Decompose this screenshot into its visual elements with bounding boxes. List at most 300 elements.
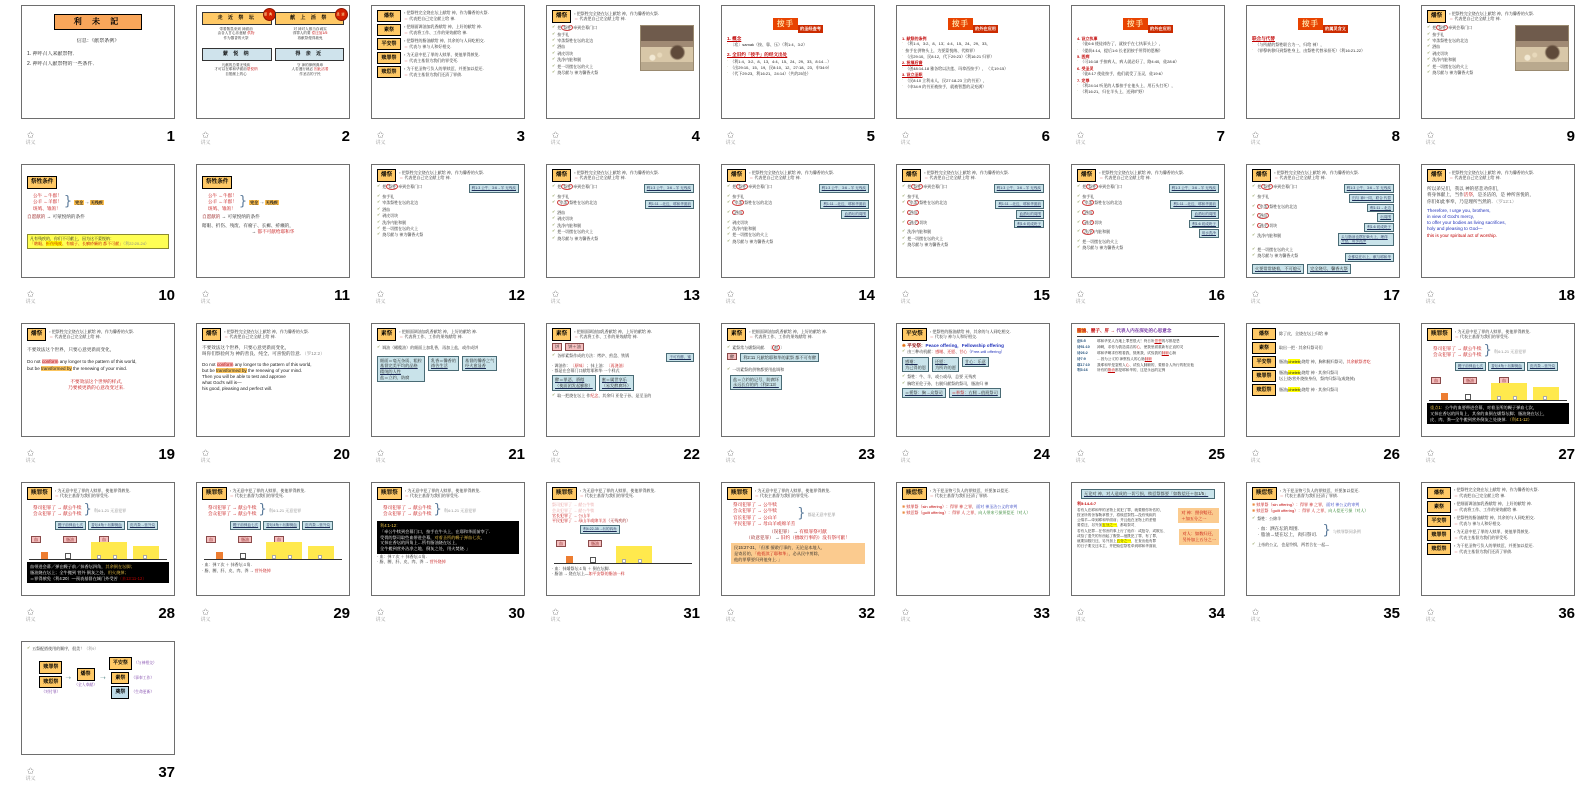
bullet-icon: ✔	[552, 193, 556, 198]
speech-bubble: 脂油	[63, 536, 77, 543]
slide-thumbnail[interactable]	[700, 0, 875, 159]
slide-text-line: 5. 医病	[1077, 53, 1090, 59]
speech-bubble: 脂油	[1463, 377, 1477, 384]
slide-thumbnail[interactable]	[1225, 0, 1400, 159]
footer-logo-icon: ✩ 讲义	[375, 289, 386, 305]
slide-text-line: · 调油作：〔原味〕；抹上油：〔再浇油〕	[552, 362, 627, 368]
slide-thumbnail[interactable]	[1400, 477, 1575, 636]
offering-row	[377, 10, 519, 22]
callout-box	[740, 353, 819, 363]
offering-label: 燔祭	[202, 328, 221, 341]
slide-thumbnail[interactable]	[1225, 159, 1400, 318]
bullet-item: ✔ 祭牲：公绵羊	[1252, 516, 1282, 522]
slide-canvas	[196, 5, 350, 119]
slide-text-line: in view of God's mercy,	[1427, 214, 1474, 220]
bullet-icon: ✔	[1252, 253, 1256, 258]
slide-thumbnail[interactable]	[0, 636, 175, 795]
bullet-icon: ✔	[902, 184, 906, 189]
slide-thumbnail[interactable]	[175, 318, 350, 477]
orange-note-box	[1179, 529, 1219, 544]
brace-glyph: }	[238, 194, 248, 210]
row-group	[552, 25, 694, 76]
bullet-item: ✔ 烧尽献与 神为馨香火祭	[552, 70, 599, 75]
slide-thumbnail[interactable]	[875, 318, 1050, 477]
bullet-icon: ✔	[377, 219, 381, 224]
bullet-item: · （徒8:17 使徒按手，他们就受了圣灵，徒19:6）	[1077, 71, 1165, 77]
offering-label: 赎罪祭	[377, 52, 401, 64]
slide-number: 14	[858, 287, 875, 304]
bullet-icon: ✔	[1427, 57, 1431, 62]
offering-definition: ▪ 把祭牲完全烧在坛上献给 神，作为馨香的火祭． ＝ 代表把自己完全献上给 神．	[1449, 11, 1537, 22]
bullet-item: ✔ 烧尽献与 神为馨香火祭	[727, 238, 774, 244]
bullet-list	[902, 66, 1044, 71]
bullet-icon: ✔	[902, 210, 906, 214]
row-group	[202, 48, 344, 61]
altar-block	[308, 546, 334, 559]
slide-text-line: ＋加五分之一	[1181, 515, 1207, 521]
slide-canvas	[21, 482, 175, 596]
offering-label: 赎愆祭	[1427, 543, 1451, 555]
bullet-item: ✔ 调油（橄榄油）的细面上加乳香，再加上盐，或作成饼	[377, 345, 479, 351]
slide-canvas	[371, 164, 525, 278]
slide-text-line: 作为馨香的火祭	[223, 36, 249, 41]
bullet-icon: ·	[902, 77, 904, 82]
bullet-icon: ✔	[902, 374, 906, 379]
slide-number: 31	[683, 605, 700, 622]
slide-thumbnail[interactable]	[525, 477, 700, 636]
offering-row	[377, 24, 519, 36]
bullet-list	[727, 184, 869, 244]
slide-text-line: ❋ 赎罪祭（sin offering）：得罪 神 之罪，面对 神圣洁公义的审判	[902, 504, 1018, 510]
slide-text-line: 叫你们察验何为 神的善良、纯全、可喜悦的旨意．（罗12:2）	[202, 351, 325, 357]
slide-text-line: 无论对 神、对人造成的一切亏损，赎愆祭都要「如数偿还＋加1/5」	[1084, 491, 1209, 496]
slide-canvas	[1246, 5, 1400, 119]
slide-thumbnail[interactable]	[1400, 159, 1575, 318]
slide-thumbnail[interactable]	[350, 477, 525, 636]
slide-canvas	[1246, 323, 1400, 437]
footer-logo-icon: ✩ 讲义	[1425, 130, 1436, 146]
callout-box: 利1:3 公牛，3:6→羊 无残疾	[469, 184, 519, 193]
offering-label: 燔祭	[902, 169, 921, 182]
callout-box: 血洒坛的周围	[1016, 210, 1044, 219]
bullet-icon: ·	[902, 41, 904, 46]
slide-thumbnail[interactable]	[175, 477, 350, 636]
scripture-ref: 耶17:10	[1077, 362, 1090, 367]
offering-definition: ▪ 为干犯圣物亏负人的罪赎愆，并要加以偿还． ＝ 代表主基督为我们还清了罪债．	[404, 66, 487, 77]
slide-number: 11	[334, 287, 350, 304]
starburst-badge: 恩典	[264, 9, 275, 20]
slide-text-line: ❋ 赎愆祭（guilt offering）：得罪 人 之罪，向人带来亏损须偿还（对人）	[902, 509, 1031, 515]
offering-definition: ▪ 把祭牲完全烧在坛上献给 神，作为馨香的火祭． ＝ 代表把自己完全献上给 神．	[1099, 170, 1187, 181]
slide-number: 7	[1216, 128, 1225, 145]
scripture-ref: 诗51:10	[1077, 345, 1090, 350]
bullet-item: ✔ 按手礼	[727, 193, 745, 199]
slide-thumbnail[interactable]	[700, 159, 875, 318]
slide-text-line: 对 神：照价赔还，	[1181, 510, 1216, 516]
bullet-list	[727, 59, 869, 77]
slide-text-line: 凡有残疾的，你们不可献上，因为这不蒙悦纳：	[30, 236, 114, 242]
footer-logo-icon: ✩ 讲义	[375, 448, 386, 464]
slide-text-line: 就要如数归还，另外加上五分之一，在查出他有罪	[1077, 539, 1157, 544]
footer-logo-icon: ✩ 讲义	[900, 607, 911, 623]
callout-box: 皮肉粪→营外烧	[127, 521, 158, 530]
slide-text-line: （易发酵腐坏）	[601, 383, 632, 389]
slide-thumbnail[interactable]	[1225, 318, 1400, 477]
slide-thumbnail[interactable]	[525, 318, 700, 477]
slide-thumbnail[interactable]	[700, 318, 875, 477]
slide-text-line: 不要效法这个世界，只要心意更新而变化，	[202, 345, 290, 351]
slide-canvas	[1421, 482, 1575, 596]
footer-logo-icon: ✩ 讲义	[900, 448, 911, 464]
slide-thumbnail[interactable]	[0, 477, 175, 636]
slide-thumbnail[interactable]	[350, 0, 525, 159]
bullet-item: · （创48:14-18 雅各给以法莲、玛拿西按手），（太19:15）	[902, 65, 1009, 71]
bullet-icon: ✔	[1252, 203, 1256, 208]
bullet-list	[552, 353, 694, 362]
bullet-list	[727, 345, 869, 350]
slide-number: 30	[508, 605, 525, 622]
slide-text-line: 瞎眼、折伤、残废、有瘤子、长癣、疥癞的，	[202, 223, 294, 229]
slide-text-line: 盐＝立约、防腐	[380, 374, 410, 380]
slide-thumbnail[interactable]	[1225, 477, 1400, 636]
offering-label: 赎罪祭	[1427, 529, 1451, 541]
bullet-list	[552, 393, 694, 398]
callout-box: 利1:3 公牛，3:6→羊 无残疾	[644, 184, 694, 193]
callout-box: 利1:6 切成块子	[1364, 223, 1394, 232]
slide-canvas	[1071, 164, 1225, 278]
bullet-item: ✔ 洗净内脏和腿 头与脂油也摆在柴火上，理得齐整，用水洗净	[1252, 233, 1394, 246]
black-note-box	[377, 521, 519, 553]
slide-text-line: 感谢：	[905, 358, 918, 364]
footer-logo-icon: ✩ 讲义	[725, 289, 736, 305]
row-group	[1077, 529, 1219, 548]
offering-header	[1427, 328, 1569, 341]
offering-header	[902, 169, 1044, 182]
bullet-item: ✔ 剥皮 切块 利1:6 切成块子	[1252, 223, 1394, 232]
offering-header	[27, 487, 169, 500]
row-group	[202, 11, 347, 25]
slide-thumbnail[interactable]	[1050, 0, 1225, 159]
slide-text-line: 作圣洁的子民	[299, 72, 321, 77]
offering-label: 素祭	[727, 328, 746, 341]
offering-definition: ▪ 把祭牲完全烧在坛上献给 神，作为馨香的火祭． ＝ 代表把自己完全献上给 神．	[399, 170, 487, 181]
slide-number: 27	[1558, 446, 1575, 463]
slide-canvas	[371, 5, 525, 119]
offering-definition: ▪ 把祭牲完全烧在坛上献给 神，作为馨香的火祭． ＝ 代表把自己完全献上给 神．	[224, 329, 312, 340]
slide-text-line: 「瞎眼、折伤残废、有瘤子、长癣疥癞的 都不可献」（利22:20-24）	[30, 241, 149, 247]
slide-title-banner: 利 未 記	[54, 14, 142, 30]
slide-number: 24	[1033, 446, 1050, 463]
brace-glyph: }	[1322, 523, 1331, 539]
callout-box: 利1:6 切成块子	[1189, 220, 1219, 229]
slide-number: 26	[1383, 446, 1400, 463]
slide-thumbnail[interactable]	[875, 159, 1050, 318]
callout-box	[552, 375, 596, 390]
bullet-item: ✔ 把 祭牲 牵到会幕门口 利1:3 公牛，3:6→羊 无残疾	[1252, 184, 1394, 193]
bullet-item: ✔ 剥皮切块	[727, 219, 749, 225]
bullet-icon: ·	[902, 83, 904, 88]
speech-bubble: 脂油	[238, 536, 252, 543]
two-column-text	[202, 27, 344, 42]
slide-number: 37	[158, 764, 175, 781]
slide-text-line: Do not conform any longer to the pattern of this world,	[202, 361, 312, 367]
slide-text-line: （误犯罪） → 有赎罪祭可献	[769, 529, 827, 535]
slide-canvas	[546, 482, 700, 596]
slide-text-line: 脂油、腰子、肝 → 代表人内在深处的心思意念	[1077, 328, 1172, 333]
red-subtitle-box: 的属灵含义	[1325, 26, 1346, 32]
bullet-icon: ✔	[377, 213, 381, 218]
bullet-icon: ·	[727, 64, 729, 69]
bullet-icon: ✔	[1427, 31, 1431, 36]
bullet-item: ✔ 剥皮切块	[552, 216, 574, 222]
bullet-item: ✔ 把一切摆在坛的火上	[377, 225, 419, 231]
slide-text-line: 带着敬畏来到 神面前	[219, 26, 253, 31]
altar-diagram	[1427, 362, 1569, 402]
painting-image	[1515, 25, 1569, 71]
slide-text-line: 所以弟兄们，我以 神的慈悲劝你们，	[1427, 186, 1502, 192]
bullet-item: ✔ 烧尽献与 神为馨香火祭	[377, 232, 424, 238]
bullet-item: · （代下29:23，利16:21，24:14）（共约25处）	[727, 71, 811, 77]
callout-box: 幔子前弹血七次	[230, 521, 261, 530]
offering-definition: ▪ 把祭牲完全烧在坛上献给 神，作为馨香的火祭． ＝ 代表把自己完全献上给 神．	[749, 170, 837, 181]
bullet-icon: ✔	[1077, 219, 1081, 224]
slide-text-line: 自愿献的 → 可蒙悦纳的条件	[202, 213, 260, 219]
offering-label: 赎愆祭	[902, 487, 927, 500]
bullet-icon: ·	[902, 53, 904, 58]
offering-definition: ▪ 为无意中犯了罪的人赎罪，使他罪得赦免． ＝ 代表主基督为我们的罪受死．	[404, 488, 484, 499]
offerings-flow-diagram	[27, 657, 169, 699]
bullet-item: ✔ 烧尽献与 神为馨香火祭	[902, 242, 949, 248]
slide-thumbnail[interactable]	[1400, 0, 1575, 159]
bronze-altar-square	[566, 556, 573, 563]
offerings-portions	[1252, 328, 1394, 396]
callout-box	[1081, 489, 1215, 499]
offering-label: 赎罪祭	[1427, 328, 1452, 341]
laying-on-hands-header	[1077, 12, 1219, 33]
red-subtitle-box: 的圣经查考	[800, 26, 821, 32]
callout-box: 血洒坛的周围	[841, 210, 869, 219]
slide-thumbnail[interactable]	[0, 318, 175, 477]
slide-text-line: 脂油(cheleb)烧给 神 · 其余归祭司	[1279, 387, 1339, 393]
slide-thumbnail[interactable]	[1050, 159, 1225, 318]
bronze-altar-square	[41, 552, 48, 559]
footer-logo-icon: ✩ 讲义	[1425, 289, 1436, 305]
slide-text-line: 1. 概念	[727, 35, 742, 41]
brace-glyph: }	[258, 502, 267, 518]
slide-number: 36	[1558, 605, 1575, 622]
bullet-icon: ·	[1252, 41, 1254, 46]
slide-canvas	[1421, 5, 1575, 119]
bullet-list	[902, 374, 1044, 386]
bullet-icon: ✔	[552, 200, 556, 205]
slide-thumbnail[interactable]	[1050, 318, 1225, 477]
slide-text-line: 1. 献祭的条例	[902, 35, 927, 41]
bullet-list	[1077, 184, 1219, 251]
slide-thumbnail[interactable]	[175, 159, 350, 318]
callout-box: 香坛4角＋坛脚倒血	[263, 521, 300, 530]
bullet-icon: ✔	[902, 193, 906, 198]
bullet-list	[1077, 71, 1219, 76]
slide-text-line: 是寄居的，「他亵渎了耶和华」，必从民中剪除，	[734, 551, 822, 557]
bullet-list	[1252, 42, 1394, 54]
bullet-icon: ·	[727, 58, 729, 63]
slide-text-line: 你们如此事奉，乃是理所当然的．（罗12:1）	[1427, 198, 1517, 204]
bullet-icon: ✔	[1427, 38, 1431, 43]
offering-label: 赎愆祭	[1252, 384, 1276, 396]
slide-number: 33	[1033, 605, 1050, 622]
bullet-item: ✔ 取一把烧在坛上 作纪念，其余归 亚伦子孙，是至圣的	[552, 392, 652, 398]
bullet-icon: ✔	[1252, 222, 1256, 227]
slide-thumbnail[interactable]	[0, 159, 175, 318]
offering-header	[1252, 487, 1394, 500]
orange-bar: 走 近 祭 坛 恩典	[202, 12, 272, 25]
slide-text-line: ＝罪得赦免（利4:20）—预表基督在城门外受苦（来13:11-12）	[30, 575, 147, 581]
offering-definition: ▪ 为无意中犯了罪的人赎罪，使他罪得赦免． ＝ 代表主基督为我们的罪受死．	[1454, 329, 1534, 340]
bullet-icon: ✔	[902, 229, 906, 234]
offering-definition: ▪ 把祭牲完全烧在坛上献给 神，作为馨香的火祭． ＝ 代表把自己完全献上给 神．	[1454, 487, 1542, 498]
offering-label: 赎愆祭	[377, 66, 401, 78]
slide-text-line: ＝摇祭：胸→众祭司	[905, 389, 943, 395]
bullet-icon: ✔	[1427, 50, 1431, 55]
yellow-note-box	[27, 234, 169, 249]
slide-text-line: 又抹在香坛的四角上…所有脂油烧在坛上，	[380, 540, 460, 546]
blue-bar: 得 亲 近	[275, 48, 345, 61]
offering-row	[1252, 342, 1394, 354]
red-title-box: 按手	[1123, 18, 1148, 30]
bullet-list	[902, 41, 1044, 59]
slide-text-line: 他的罪孽要归到他身上．」	[734, 556, 783, 562]
callout-box: 利1:11→北边	[1367, 204, 1394, 213]
bullet-item: · （利24:14 听见的人都按手在他头上，用石头打死），	[1077, 82, 1176, 88]
offering-row	[1252, 328, 1394, 340]
offering-label: 素祭	[377, 328, 396, 341]
text-block	[1077, 508, 1175, 527]
bullet-item: ✔ 把 祭牲 牵到会幕门口 利1:3 公牛，3:6→羊 无残疾	[902, 184, 1044, 193]
column-group	[552, 25, 637, 76]
column-group	[1077, 529, 1176, 548]
flow-caption: （与神相交）	[133, 661, 157, 666]
footer-logo-icon: ✩ 讲义	[1250, 289, 1261, 305]
callout-box: 头与脂油也摆在柴火上，理得齐整，用水洗净	[1338, 233, 1394, 246]
offering-label: 燔祭	[552, 10, 571, 23]
slide-text-line: 2. 全旧约「按手」的经文出处	[727, 52, 788, 58]
footer-logo-icon: ✩ 讲义	[200, 289, 211, 305]
slide-canvas	[721, 323, 875, 437]
bullet-icon: ·	[902, 47, 904, 52]
slide-thumbnail[interactable]	[700, 477, 875, 636]
slide-thumbnail[interactable]	[0, 0, 175, 159]
bullet-item: ✔ 祭牲：牛、羊，或公或母，总要 无残疾	[902, 374, 977, 380]
offering-row	[377, 66, 519, 78]
flow-box: 素祭	[111, 672, 129, 685]
offering-header	[27, 328, 169, 341]
slide-text-line: 酵	[730, 353, 735, 359]
slide-text-line: （使面团发起膨胀）	[555, 383, 593, 389]
slide-thumbnail[interactable]	[350, 318, 525, 477]
slide-canvas	[196, 323, 350, 437]
slide-number: 20	[333, 446, 350, 463]
bullet-icon: ✔	[1077, 200, 1081, 205]
offering-label: 赎罪祭	[27, 487, 52, 500]
footer-logo-icon: ✩ 讲义	[1075, 607, 1086, 623]
slide-number: 17	[1383, 287, 1400, 304]
bullet-icon: ✔	[727, 210, 731, 214]
bullet-icon: ✔	[902, 242, 906, 247]
bullet-item: · 按手在供物头上，为要蒙悦纳、代赎罪）	[902, 47, 978, 53]
bullet-item: ✔ 由三种动机献：感谢、还愿、甘心（Free-will offering）	[902, 349, 1005, 355]
bullet-icon: ✔	[1252, 193, 1256, 198]
bullet-item: ✔ 宰杀 祭牲在坛的北边 利1:11→北边，耶和华面前	[902, 200, 1044, 209]
slide-text-line: 还愿：	[934, 358, 948, 364]
bullet-icon: ✔	[552, 392, 556, 397]
slide-thumbnail[interactable]	[350, 159, 525, 318]
bullet-list	[552, 25, 637, 75]
slide-thumbnail[interactable]	[875, 477, 1050, 636]
slide-thumbnail[interactable]	[175, 0, 350, 159]
bullet-icon: ✔	[727, 226, 731, 231]
slide-thumbnail[interactable]	[1400, 318, 1575, 477]
bullet-item: ✔ 宰杀祭牲在坛的北边	[377, 200, 419, 206]
bullet-list	[902, 349, 1044, 354]
offering-row	[377, 38, 519, 50]
slide-thumbnail[interactable]	[875, 0, 1050, 159]
slide-text-line: 「牵公牛犊到会幕门口，按手在牛头上，在耶和华面前宰了．	[380, 528, 494, 534]
orange-note-box	[731, 543, 865, 564]
bullet-icon: ✔	[1427, 63, 1431, 68]
bullet-icon: ✔	[1077, 193, 1081, 198]
bullet-item: ✔ 洗净内脏和腿	[902, 229, 932, 235]
scripture-ref-row: 诗7:9 …因为公义的 神察验人的心肠肺腑	[1077, 356, 1152, 361]
slide-text-line: 会众犯罪了 → 献公牛犊	[552, 507, 595, 513]
section-label: 祭牲条件	[202, 176, 232, 189]
slide-number: 13	[683, 287, 700, 304]
slide-canvas	[196, 164, 350, 278]
bullet-item: ✔ 宰杀 祭牲在坛的北边 利1:11→北边	[1252, 204, 1394, 213]
slide-thumbnail[interactable]	[1050, 477, 1225, 636]
slide-canvas	[1246, 482, 1400, 596]
slide-text-line: · 血：弹７次 ＋ 抹香坛４角．	[377, 553, 430, 559]
bronze-altar-square	[1441, 393, 1448, 400]
bullet-item: ✔ 宰杀 祭牲在坛的北边 利1:11→北边，耶和华面前	[552, 200, 694, 209]
callout-box: 利1:3 公牛，3:6→羊 无残疾	[819, 184, 869, 193]
laying-on-hands-header	[727, 12, 869, 33]
callout-box: 皮肉粪→营外烧	[302, 521, 333, 530]
flow-box: 平安祭	[109, 657, 132, 670]
slide-text-line: 公绵羊—牵到耶和华面前；并且他在圣物上的差错	[1077, 517, 1157, 522]
slide-number: 19	[158, 446, 175, 463]
slide-thumbnail[interactable]	[525, 0, 700, 159]
footer-logo-icon: ✩ 讲义	[725, 448, 736, 464]
slide-number: 35	[1383, 605, 1400, 622]
callout-box: 利1:3 公牛，3:6→羊 无残疾	[994, 184, 1044, 193]
bullet-item: ✔ 把一切摆在坛的火上	[902, 235, 944, 241]
bullet-icon: ✔	[1077, 210, 1081, 214]
offering-label: 素祭	[552, 328, 571, 341]
laver-square	[590, 557, 596, 563]
slide-thumbnail[interactable]	[525, 159, 700, 318]
slide-canvas	[896, 5, 1050, 119]
offering-definition: ▪ 把细面调油加乳香献给 神，上好的献给 神． ＝ 代表将工作、工作的果效献给 神．	[574, 329, 655, 340]
bullet-icon: ✔	[1077, 245, 1081, 250]
offering-header	[1252, 169, 1394, 182]
row-group	[902, 388, 1044, 398]
slide-text-line: · 脂、腰、肝、皮、肉、粪 → 营外烧掉	[202, 567, 271, 573]
altar-diagram	[552, 525, 694, 565]
laver-square	[65, 553, 71, 559]
bullet-item: ✔ 烧尽献与 神为馨香火祭	[1077, 245, 1124, 251]
slide-number: 6	[1041, 128, 1050, 145]
offering-definition: ▪ 把祭牲完全烧在坛上献给 神，作为馨香的火祭． ＝ 代表把自己完全献上给 神．	[574, 11, 662, 22]
